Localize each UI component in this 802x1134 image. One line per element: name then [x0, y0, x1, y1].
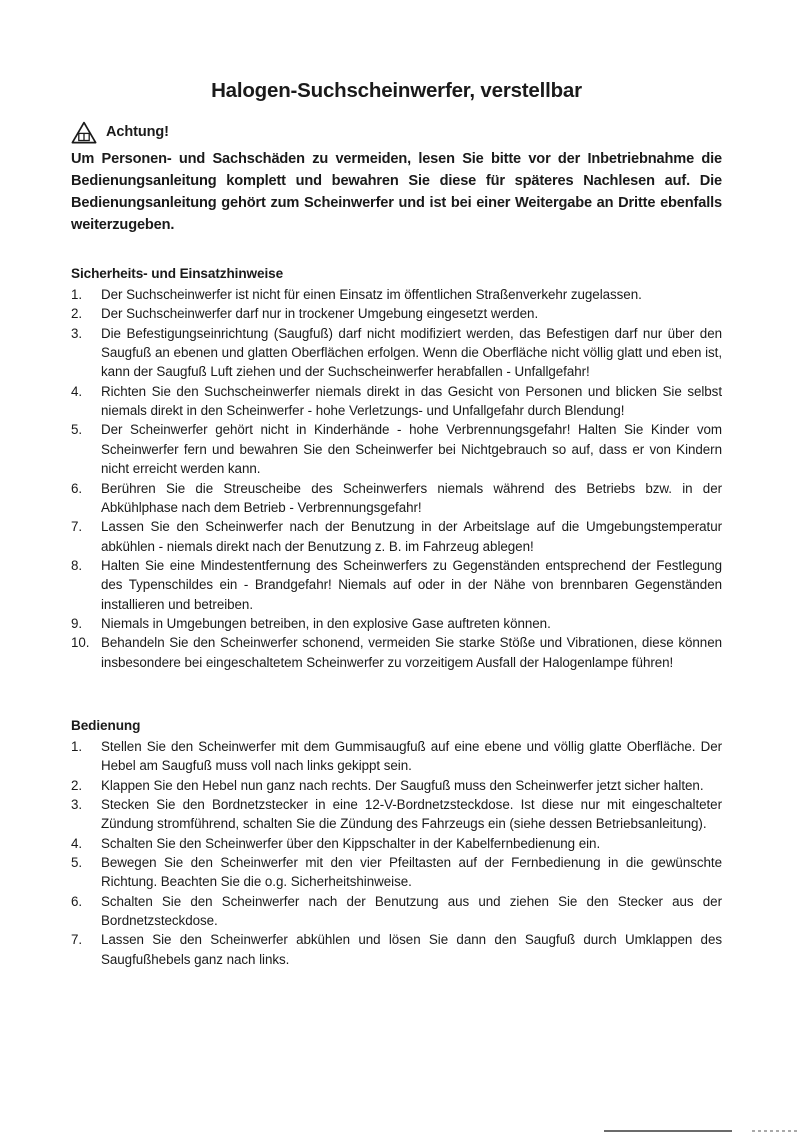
footer-rule [604, 1130, 732, 1132]
list-item-text: Berühren Sie die Streuscheibe des Scheinwerfers niemals während des Betriebs bzw. in der Abkühlphase nach dem Betrieb - Verbrennungsgefahr! [101, 480, 722, 515]
list-item-number: 4. [71, 835, 83, 851]
list-item-text: Der Suchscheinwerfer darf nur in trockener Umgebung eingesetzt werden. [101, 306, 539, 322]
operation-instruction-list [71, 737, 722, 969]
list-item-text: Schalten Sie den Scheinwerfer nach der Benutzung aus und ziehen Sie den Stecker aus der Bordnetzsteckdose. [101, 893, 722, 929]
list-item-text: Der Suchscheinwerfer ist nicht für einen Einsatz im öffentlichen Straßenverkehr zugelassen. [101, 286, 642, 302]
list-item [71, 324, 722, 382]
list-item-text: Niemals in Umgebungen betreiben, in den explosive Gase auftreten können. [101, 616, 551, 632]
list-item [71, 285, 722, 304]
warning-intro-paragraph: Um Personen- und Sachschäden zu vermeiden, lesen Sie bitte vor der Inbetriebnahme die Bedienungsanleitung komplett und bewahren Sie diese für späteres Nachlesen auf. Die Bedienungsanleitung gehört zum Scheinwerfer und ist bei einer Weitergabe an Dritte ebenfalls weiterzugeben. [71, 150, 722, 234]
list-item [71, 853, 722, 892]
list-item-text: Klappen Sie den Hebel nun ganz nach rechts. Der Saugfuß muss den Scheinwerfer jetzt sicher halten. [101, 777, 704, 793]
list-item-number: 5. [71, 854, 83, 870]
list-item-text: Lassen Sie den Scheinwerfer abkühlen und lösen Sie dann den Saugfuß durch Umklappen des Saugfußhebels ganz nach links. [101, 932, 722, 967]
list-item-text: Der Scheinwerfer gehört nicht in Kinderhände - hohe Verbrennungsgefahr! Halten Sie Kinder vom Scheinwerfer fern und bewahren Sie den Scheinwerfer bei Nichtgebrauch so auf, dass er von Kindern nicht erreicht werden kann. [101, 422, 722, 477]
list-item [71, 382, 722, 421]
warning-notice-header [71, 121, 722, 144]
clipped-footer-fragment [604, 1127, 800, 1134]
list-item [71, 737, 722, 776]
safety-instruction-list [71, 285, 722, 672]
list-item [71, 892, 722, 931]
list-item-number: 2. [71, 777, 83, 793]
list-item [71, 930, 722, 969]
list-item-number: 6. [71, 480, 83, 496]
list-item-text: Schalten Sie den Scheinwerfer über den Kippschalter in der Kabelfernbedienung ein. [101, 835, 601, 851]
list-item-number: 2. [71, 306, 83, 322]
list-item-number: 1. [71, 286, 83, 302]
list-item [71, 795, 722, 834]
list-item-text: Halten Sie eine Mindestentfernung des Scheinwerfers zu Gegenständen entsprechend der Festlegung des Typenschildes ein - Brandgefahr! Niemals auf oder in der Nähe von brennbaren Gegenständen installieren und betreiben. [101, 557, 722, 612]
list-item-text: Die Befestigungseinrichtung (Saugfuß) darf nicht modifiziert werden, das Befestigen darf nur über den Saugfuß an ebenen und glatten Oberflächen erfolgen. Wenn die Oberfläche nicht völlig glatt und eben ist, kann der Saugfuß Luft ziehen und der Suchscheinwerfer herabfallen - Unfallgefahr! [101, 325, 722, 380]
list-item [71, 556, 722, 614]
list-item-text: Stecken Sie den Bordnetzstecker in eine 12-V-Bordnetzsteckdose. Ist diese nur mit eingeschalteter Zündung stromführend, schalten Sie die Zündung des Fahrzeugs ein (siehe dessen Betriebsanleitung). [101, 796, 722, 832]
warning-triangle-read-manual-icon [71, 121, 97, 144]
list-item-text: Behandeln Sie den Scheinwerfer schonend, vermeiden Sie starke Stöße und Vibrationen, diese können insbesondere bei eingeschaltetem Scheinwerfer zu vorzeitigem Ausfall der Halogenlampe führen! [101, 635, 722, 670]
list-item-text: Stellen Sie den Scheinwerfer mit dem Gummisaugfuß auf eine ebene und völlig glatte Oberfläche. Der Hebel am Saugfuß muss voll nach links gekippt sein. [101, 738, 722, 774]
list-item-number: 7. [71, 932, 83, 948]
list-item-number: 1. [71, 738, 83, 754]
list-item [71, 776, 722, 795]
list-item [71, 614, 722, 633]
list-item [71, 834, 722, 853]
list-item-number: 7. [71, 519, 83, 535]
page-title: Halogen-Suchscheinwerfer, verstellbar [211, 79, 582, 102]
list-item-text: Richten Sie den Suchscheinwerfer niemals direkt in das Gesicht von Personen und blicken Sie selbst niemals direkt in den Scheinwerfer - hohe Verletzungs- und Unfallgefahr durch Blendung! [101, 383, 722, 419]
list-item-number: 9. [71, 616, 83, 632]
list-item [71, 517, 722, 556]
list-item [71, 479, 722, 518]
list-item-number: 3. [71, 796, 83, 812]
list-item-number: 10. [71, 635, 90, 651]
list-item-number: 5. [71, 422, 83, 438]
list-item-number: 8. [71, 557, 83, 573]
warning-label: Achtung! [106, 123, 169, 140]
list-item-number: 6. [71, 893, 83, 909]
section-heading-safety: Sicherheits- und Einsatzhinweise [71, 266, 284, 282]
section-heading-operation: Bedienung [71, 718, 141, 734]
list-item [71, 420, 722, 478]
list-item-text: Bewegen Sie den Scheinwerfer mit den vier Pfeiltasten auf der Fernbedienung in die gewünschte Richtung. Beachten Sie die o.g. Sicherheitshinweise. [101, 854, 722, 890]
list-item-number: 3. [71, 325, 83, 341]
list-item [71, 304, 722, 323]
list-item-text: Lassen Sie den Scheinwerfer nach der Benutzung in der Arbeitslage auf die Umgebungstemperatur abkühlen - niemals direkt nach der Benutzung z. B. im Fahrzeug ablegen! [101, 519, 722, 554]
list-item [71, 633, 722, 672]
list-item-number: 4. [71, 383, 83, 399]
footer-text-fragment [752, 1130, 800, 1132]
page-content [71, 0, 722, 969]
